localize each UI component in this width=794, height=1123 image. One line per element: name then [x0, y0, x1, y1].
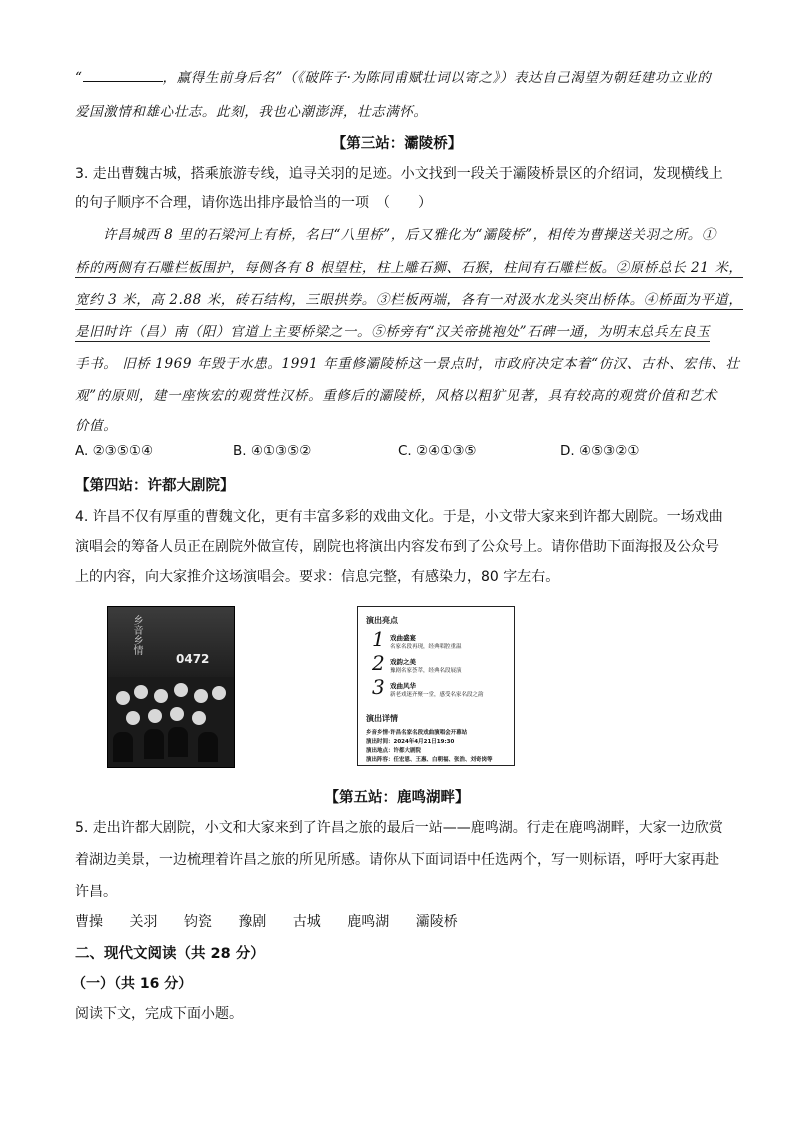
option-c[interactable]: C. ②④①③⑤ [398, 443, 477, 459]
section2-instruction: 阅读下文，完成下面小题。 [75, 1006, 243, 1022]
word-item: 灞陵桥 [415, 914, 458, 930]
highlight-3-desc: 新老戏迷齐聚一堂，感受名家名段之韵 [390, 692, 484, 698]
quote-text: ，赢得生前身后名”（《破阵子·为陈同甫赋壮词以寄之》）表达自己渴望为朝廷建功立业的 [162, 70, 712, 86]
passage-line-2: 桥的两侧有石雕栏板围护，每侧各有 8 根望柱，柱上雕石狮、石猴，柱间有石雕栏板。②原桥总长 21 米， [75, 260, 743, 276]
word-item: 鹿鸣湖 [347, 914, 390, 930]
highlight-1-num: 1 [372, 627, 385, 651]
highlight-3-head: 戏曲风华 [390, 682, 416, 690]
question-5-line-2: 着湖边美景，一边梳理着许昌之旅的所见所感。请你从下面词语中任选两个，写一则标语，呼吁大家再赴 [75, 852, 719, 868]
open-quote: “ [75, 70, 83, 86]
question-3-line-2: 的句子顺序不合理，请你选出排序最恰当的一项 （ ） [75, 195, 432, 211]
section2-sub: （一）（共 16 分） [72, 976, 193, 992]
details-line-3: 演出地点：许都大剧院 [366, 748, 422, 754]
passage-line-7: 价值。 [75, 418, 118, 434]
highlight-1-head: 戏曲盛宴 [390, 634, 416, 642]
question-5-line-3: 许昌。 [75, 884, 117, 900]
passage-line-6: 观”的原则，建一座恢宏的观赏性汉桥。重修后的灞陵桥，风格以粗犷见著，具有较高的观赏价值和艺术 [75, 388, 717, 404]
highlight-2-num: 2 [372, 651, 385, 675]
highlight-2-desc: 豫剧名家荟萃，经典名段展演 [390, 668, 462, 674]
poster-vertical-text: 乡音乡情 [131, 615, 142, 655]
quote-line-2: 爱国激情和雄心壮志。此刻，我也心潮澎湃，壮志满怀。 [75, 104, 428, 120]
station4-heading: 【第四站：许都大剧院】 [75, 478, 235, 494]
word-item: 关羽 [129, 914, 158, 930]
word-item: 古城 [292, 914, 321, 930]
details-line-2: 演出时间：2024年4月21日19:30 [366, 739, 455, 745]
station3-heading: 【第三站：灞陵桥】 [331, 136, 463, 152]
quote-line [75, 66, 711, 86]
highlight-1-desc: 名家名段再现，经典唱腔重温 [390, 644, 462, 650]
details-title: 演出详情 [366, 714, 398, 723]
highlight-3-num: 3 [372, 675, 385, 699]
word-item: 豫剧 [238, 914, 267, 930]
word-list [75, 911, 480, 931]
passage-line-3: 宽约 3 米，高 2.88 米，砖石结构，三眼拱券。③栏板两端，各有一对汲水龙头突出桥体。④桥面为平道， [75, 292, 743, 308]
poster-crowd [108, 677, 234, 767]
wechat-article-image [357, 606, 515, 766]
section2-heading: 二、现代文阅读（共 28 分） [75, 946, 265, 962]
passage-line-1: 许昌城西 8 里的石梁河上有桥，名曰“八里桥”，后又雅化为“灞陵桥”，相传为曹操送关羽之所。① [103, 227, 716, 243]
option-d[interactable]: D. ④⑤③②① [560, 443, 640, 459]
info-title: 演出亮点 [366, 616, 398, 625]
question-4-line-1: 4. 许昌不仅有厚重的曹魏文化，更有丰富多彩的戏曲文化。于是，小文带大家来到许都大剧院。一场戏曲 [75, 509, 723, 525]
question-3-line-1: 3. 走出曹魏古城，搭乘旅游专线，追寻关羽的足迹。小文找到一段关于灞陵桥景区的介绍词，发现横线上 [75, 166, 723, 182]
passage-line-5: 手书。 旧桥 1969 年毁于水患。1991 年重修灞陵桥这一景点时，市政府决定本着“仿汉、古朴、宏伟、壮 [75, 356, 740, 372]
word-item: 钧瓷 [183, 914, 212, 930]
station5-heading: 【第五站：鹿鸣湖畔】 [324, 790, 470, 806]
question-4-line-3: 上的内容，向大家推介这场演唱会。要求：信息完整，有感染力，80 字左右。 [75, 569, 560, 585]
word-item: 曹操 [75, 914, 103, 930]
poster-number: 0472 [176, 652, 210, 666]
question-5-line-1: 5. 走出许都大剧院，小文和大家来到了许昌之旅的最后一站——鹿鸣湖。行走在鹿鸣湖畔，大家一边欣赏 [75, 820, 723, 836]
highlight-2-head: 戏韵之美 [390, 658, 416, 666]
details-line-1: 乡音乡情·许昌名家名段戏曲演唱会开幕站 [366, 730, 468, 736]
question-4-line-2: 演唱会的筹备人员正在剧院外做宣传，剧院也将演出内容发布到了公众号上。请你借助下面海报及公众号 [75, 539, 719, 555]
option-a[interactable]: A. ②③⑤①④ [75, 443, 154, 459]
details-line-4: 演出阵容：任宏恩、王惠、白朝福、张浩、刘奇岗等 [366, 757, 493, 763]
passage-line-4: 是旧时许（昌）南（阳）官道上主要桥梁之一。⑤桥旁有“汉关帝挑袍处”石碑一通，为明末总兵左良玉 [75, 324, 711, 340]
option-b[interactable]: B. ④①③⑤② [233, 443, 312, 459]
answer-blank[interactable] [83, 69, 163, 82]
opera-poster-image [107, 606, 235, 768]
